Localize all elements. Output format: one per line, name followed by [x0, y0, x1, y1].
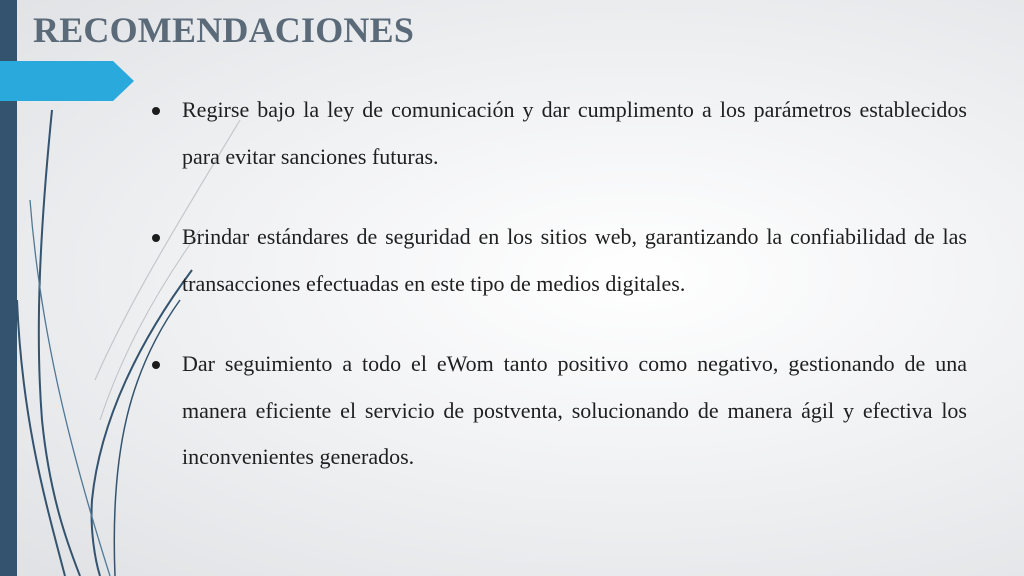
list-item-text: Dar seguimiento a todo el eWom tanto positivo como negativo, gestionando de una manera eficiente el servicio de postventa, solucionando de manera ágil y efectiva los inconvenientes generados. — [182, 351, 967, 469]
list-item — [150, 341, 967, 481]
decorative-curve-2 — [39, 110, 80, 576]
list-item — [150, 214, 967, 307]
list-item — [150, 87, 967, 180]
list-item-text: Regirse bajo la ley de comunicación y dar cumplimento a los parámetros establecidos para evitar sanciones futuras. — [182, 97, 967, 169]
decorative-curve-5 — [30, 200, 110, 576]
recommendations-list — [150, 87, 967, 515]
bullet-dot-icon — [152, 234, 160, 242]
bullet-dot-icon — [152, 361, 160, 369]
bullet-dot-icon — [152, 107, 160, 115]
decorative-curve-1 — [17, 300, 65, 576]
slide-title: RECOMENDACIONES — [33, 10, 415, 50]
list-item-text: Brindar estándares de seguridad en los sitios web, garantizando la confiabilidad de las transacciones efectuadas en este tipo de medios digitales. — [182, 224, 967, 296]
accent-arrow-tab — [0, 61, 134, 101]
